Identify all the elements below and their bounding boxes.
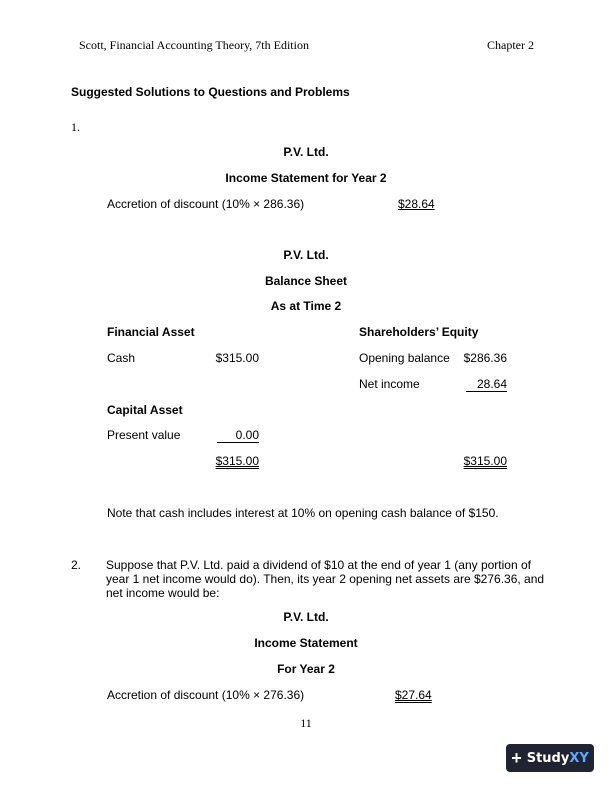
q2-line-label: Accretion of discount (10% × 276.36) — [107, 688, 305, 702]
q2-company: P.V. Ltd. — [283, 610, 329, 624]
q1-right-heading: Shareholders’ Equity — [359, 325, 479, 339]
studyxy-watermark — [506, 744, 594, 772]
brand-accent: XY — [569, 750, 589, 766]
q1-cash-value: $315.00 — [215, 351, 259, 365]
q1-net-income-value — [466, 377, 507, 392]
running-header-chapter: Chapter 2 — [487, 38, 534, 52]
q1-pv-value-text: 0.00 — [235, 428, 259, 442]
q1-income-title: Income Statement for Year 2 — [225, 171, 387, 185]
q1-opening-value: $286.36 — [463, 351, 507, 365]
brand-text — [527, 751, 589, 766]
q1-capital-heading: Capital Asset — [107, 403, 183, 417]
q1-net-income-value-text: 28.64 — [476, 377, 507, 391]
q1-balance-company: P.V. Ltd. — [283, 248, 329, 262]
q1-cash-label: Cash — [107, 351, 136, 365]
q1-pv-value — [217, 428, 259, 443]
q1-income-line-label: Accretion of discount (10% × 286.36) — [107, 197, 305, 211]
q1-right-total: $315.00 — [463, 454, 507, 468]
q1-income-line-value: $28.64 — [398, 197, 435, 211]
question-2-number: 2. — [71, 558, 82, 572]
section-title: Suggested Solutions to Questions and Problems — [71, 85, 350, 99]
q2-paragraph: Suppose that P.V. Ltd. paid a dividend of $10 at the end of year 1 (any portion of year 1 net income would do). Then, its year 2 opening net assets are $276.36, and net income would be: — [106, 558, 545, 600]
q1-net-income-label: Net income — [359, 377, 420, 391]
q1-left-heading: Financial Asset — [107, 325, 195, 339]
q1-balance-subtitle: As at Time 2 — [270, 299, 342, 313]
q1-income-company: P.V. Ltd. — [283, 145, 329, 159]
q1-pv-label: Present value — [107, 428, 181, 442]
q2-title: Income Statement — [254, 636, 358, 650]
q1-opening-label: Opening balance — [359, 351, 450, 365]
q2-subtitle: For Year 2 — [277, 662, 335, 676]
brand-main: Study — [526, 750, 570, 766]
q2-line-value: $27.64 — [395, 688, 432, 702]
running-header-title: Scott, Financial Accounting Theory, 7th Edition — [79, 38, 309, 52]
q1-note: Note that cash includes interest at 10% on opening cash balance of $150. — [107, 506, 499, 520]
q1-left-total: $315.00 — [215, 454, 259, 468]
q1-balance-title: Balance Sheet — [264, 274, 348, 288]
page-number: 11 — [300, 716, 312, 730]
plus-icon: + — [511, 748, 522, 768]
question-1-number: 1. — [71, 120, 80, 134]
